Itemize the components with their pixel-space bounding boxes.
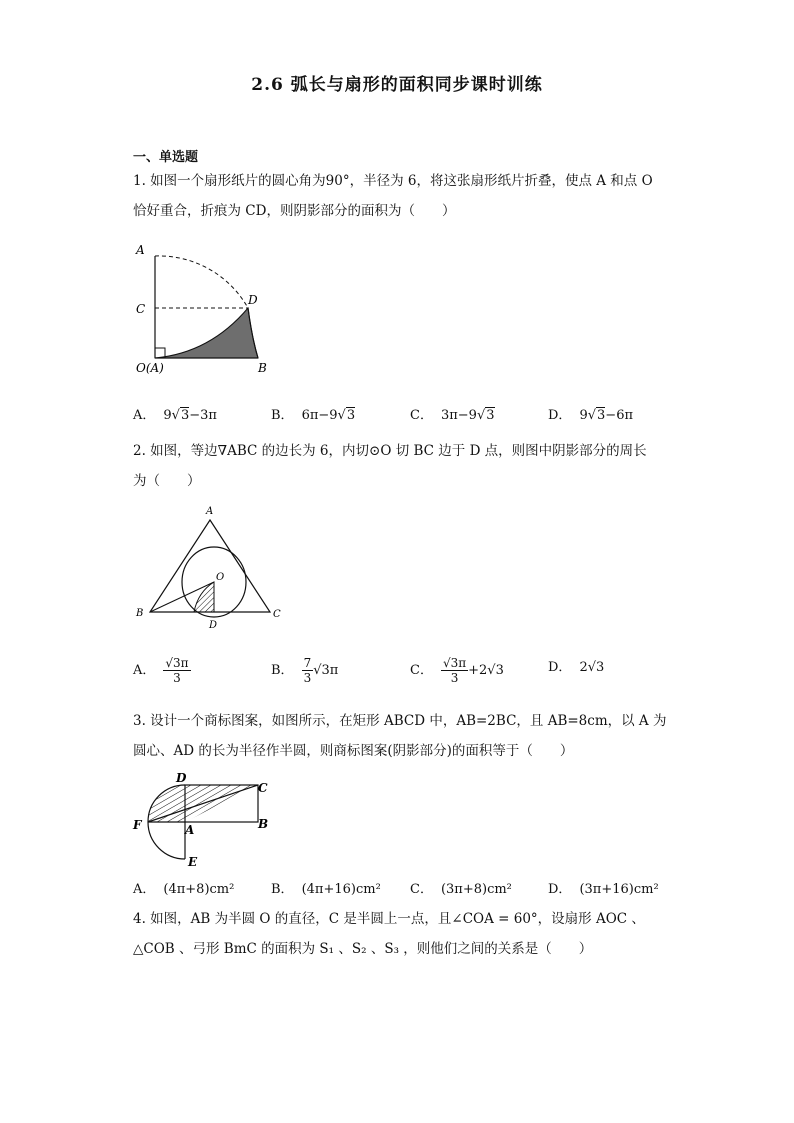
q3-shaded-triangle: [185, 785, 258, 822]
question-3-text: [133, 706, 673, 766]
section-heading: 一、单选题: [133, 150, 199, 165]
question-1-line2: 恰好重合，折痕为 CD，则阴影部分的面积为（ ）: [133, 203, 456, 219]
question-1-figure: [130, 238, 280, 378]
q1-option-d[interactable]: D． 9√3−6π: [548, 408, 634, 423]
question-4-line1: 4. 如图，AB 为半圆 O 的直径，C 是半圆上一点，且∠COA = 60°，设扇形 AOC 、: [133, 911, 645, 927]
question-1-text: [133, 166, 673, 226]
question-1-options: [133, 404, 673, 434]
q2-label-D: D: [209, 620, 218, 631]
q2-label-O: O: [216, 572, 225, 583]
question-3-figure: [130, 768, 280, 868]
question-2-text: [133, 436, 673, 496]
question-4-line2: △COB 、弓形 BmC 的面积为 S₁ 、S₂ 、S₃ ，则他们之间的关系是（ ）: [133, 941, 593, 957]
q1-label-C: C: [136, 302, 146, 316]
q1-option-a[interactable]: A． 9√3−3π: [133, 408, 217, 423]
q1-label-D: D: [248, 293, 258, 307]
q3-label-E: E: [188, 855, 198, 868]
question-3-line1: 3. 设计一个商标图案，如图所示，在矩形 ABCD 中，AB=2BC，且 AB=8cm，以 A 为: [133, 713, 667, 729]
q2-option-c[interactable]: C． $\frac{√3\pi}{3}$ +2√3: [410, 656, 504, 685]
q1-option-c[interactable]: C． 3π−9√3: [410, 408, 495, 423]
question-2-options: [133, 656, 673, 696]
q3-label-F: F: [133, 818, 142, 832]
q1-dashed-arc: [155, 256, 248, 308]
q3-option-c[interactable]: C． (3π+8)cm²: [410, 882, 512, 897]
q1-shaded-region: [155, 308, 258, 358]
question-2-line1: 2. 如图，等边∇ABC 的边长为 6，内切⊙O 切 BC 边于 D 点，则图中阴影部分的周长: [133, 443, 647, 459]
page-title: 2.6 弧长与扇形的面积同步课时训练: [251, 75, 543, 95]
question-2-line2: 为（ ）: [133, 473, 201, 489]
q3-label-D: D: [176, 771, 187, 785]
q2-label-B: B: [136, 608, 144, 619]
q2-label-C: C: [273, 609, 281, 620]
q2-label-A: A: [206, 506, 214, 517]
question-3-line2: 圆心、AD 的长为半径作半圆，则商标图案(阴影部分)的面积等于（ ）: [133, 743, 574, 759]
q3-option-d[interactable]: D． (3π+16)cm²: [548, 882, 659, 897]
q2-option-a[interactable]: A． $\frac{√3\pi}{3}$: [133, 656, 189, 685]
q1-label-A: A: [136, 243, 145, 257]
q1-option-b[interactable]: B． 6π−9√3: [271, 408, 356, 423]
question-4-text: [133, 904, 673, 964]
question-2-figure: [130, 500, 290, 635]
q3-label-C: C: [258, 781, 268, 795]
q3-option-b[interactable]: B． (4π+16)cm²: [271, 882, 381, 897]
q1-label-OA: O(A): [136, 361, 164, 375]
question-1-line1: 1. 如图一个扇形纸片的圆心角为90°，半径为 6，将这张扇形纸片折叠，使点 A 和点 O: [133, 173, 653, 189]
q3-label-B: B: [258, 817, 269, 831]
q3-label-A: A: [185, 823, 195, 837]
q2-option-b[interactable]: B． $\frac{7}{3}$ √3π: [271, 656, 339, 685]
q2-option-d[interactable]: D． 2√3: [548, 660, 605, 675]
q3-option-a[interactable]: A． (4π+8)cm²: [133, 882, 235, 897]
q1-label-B: B: [258, 361, 267, 375]
